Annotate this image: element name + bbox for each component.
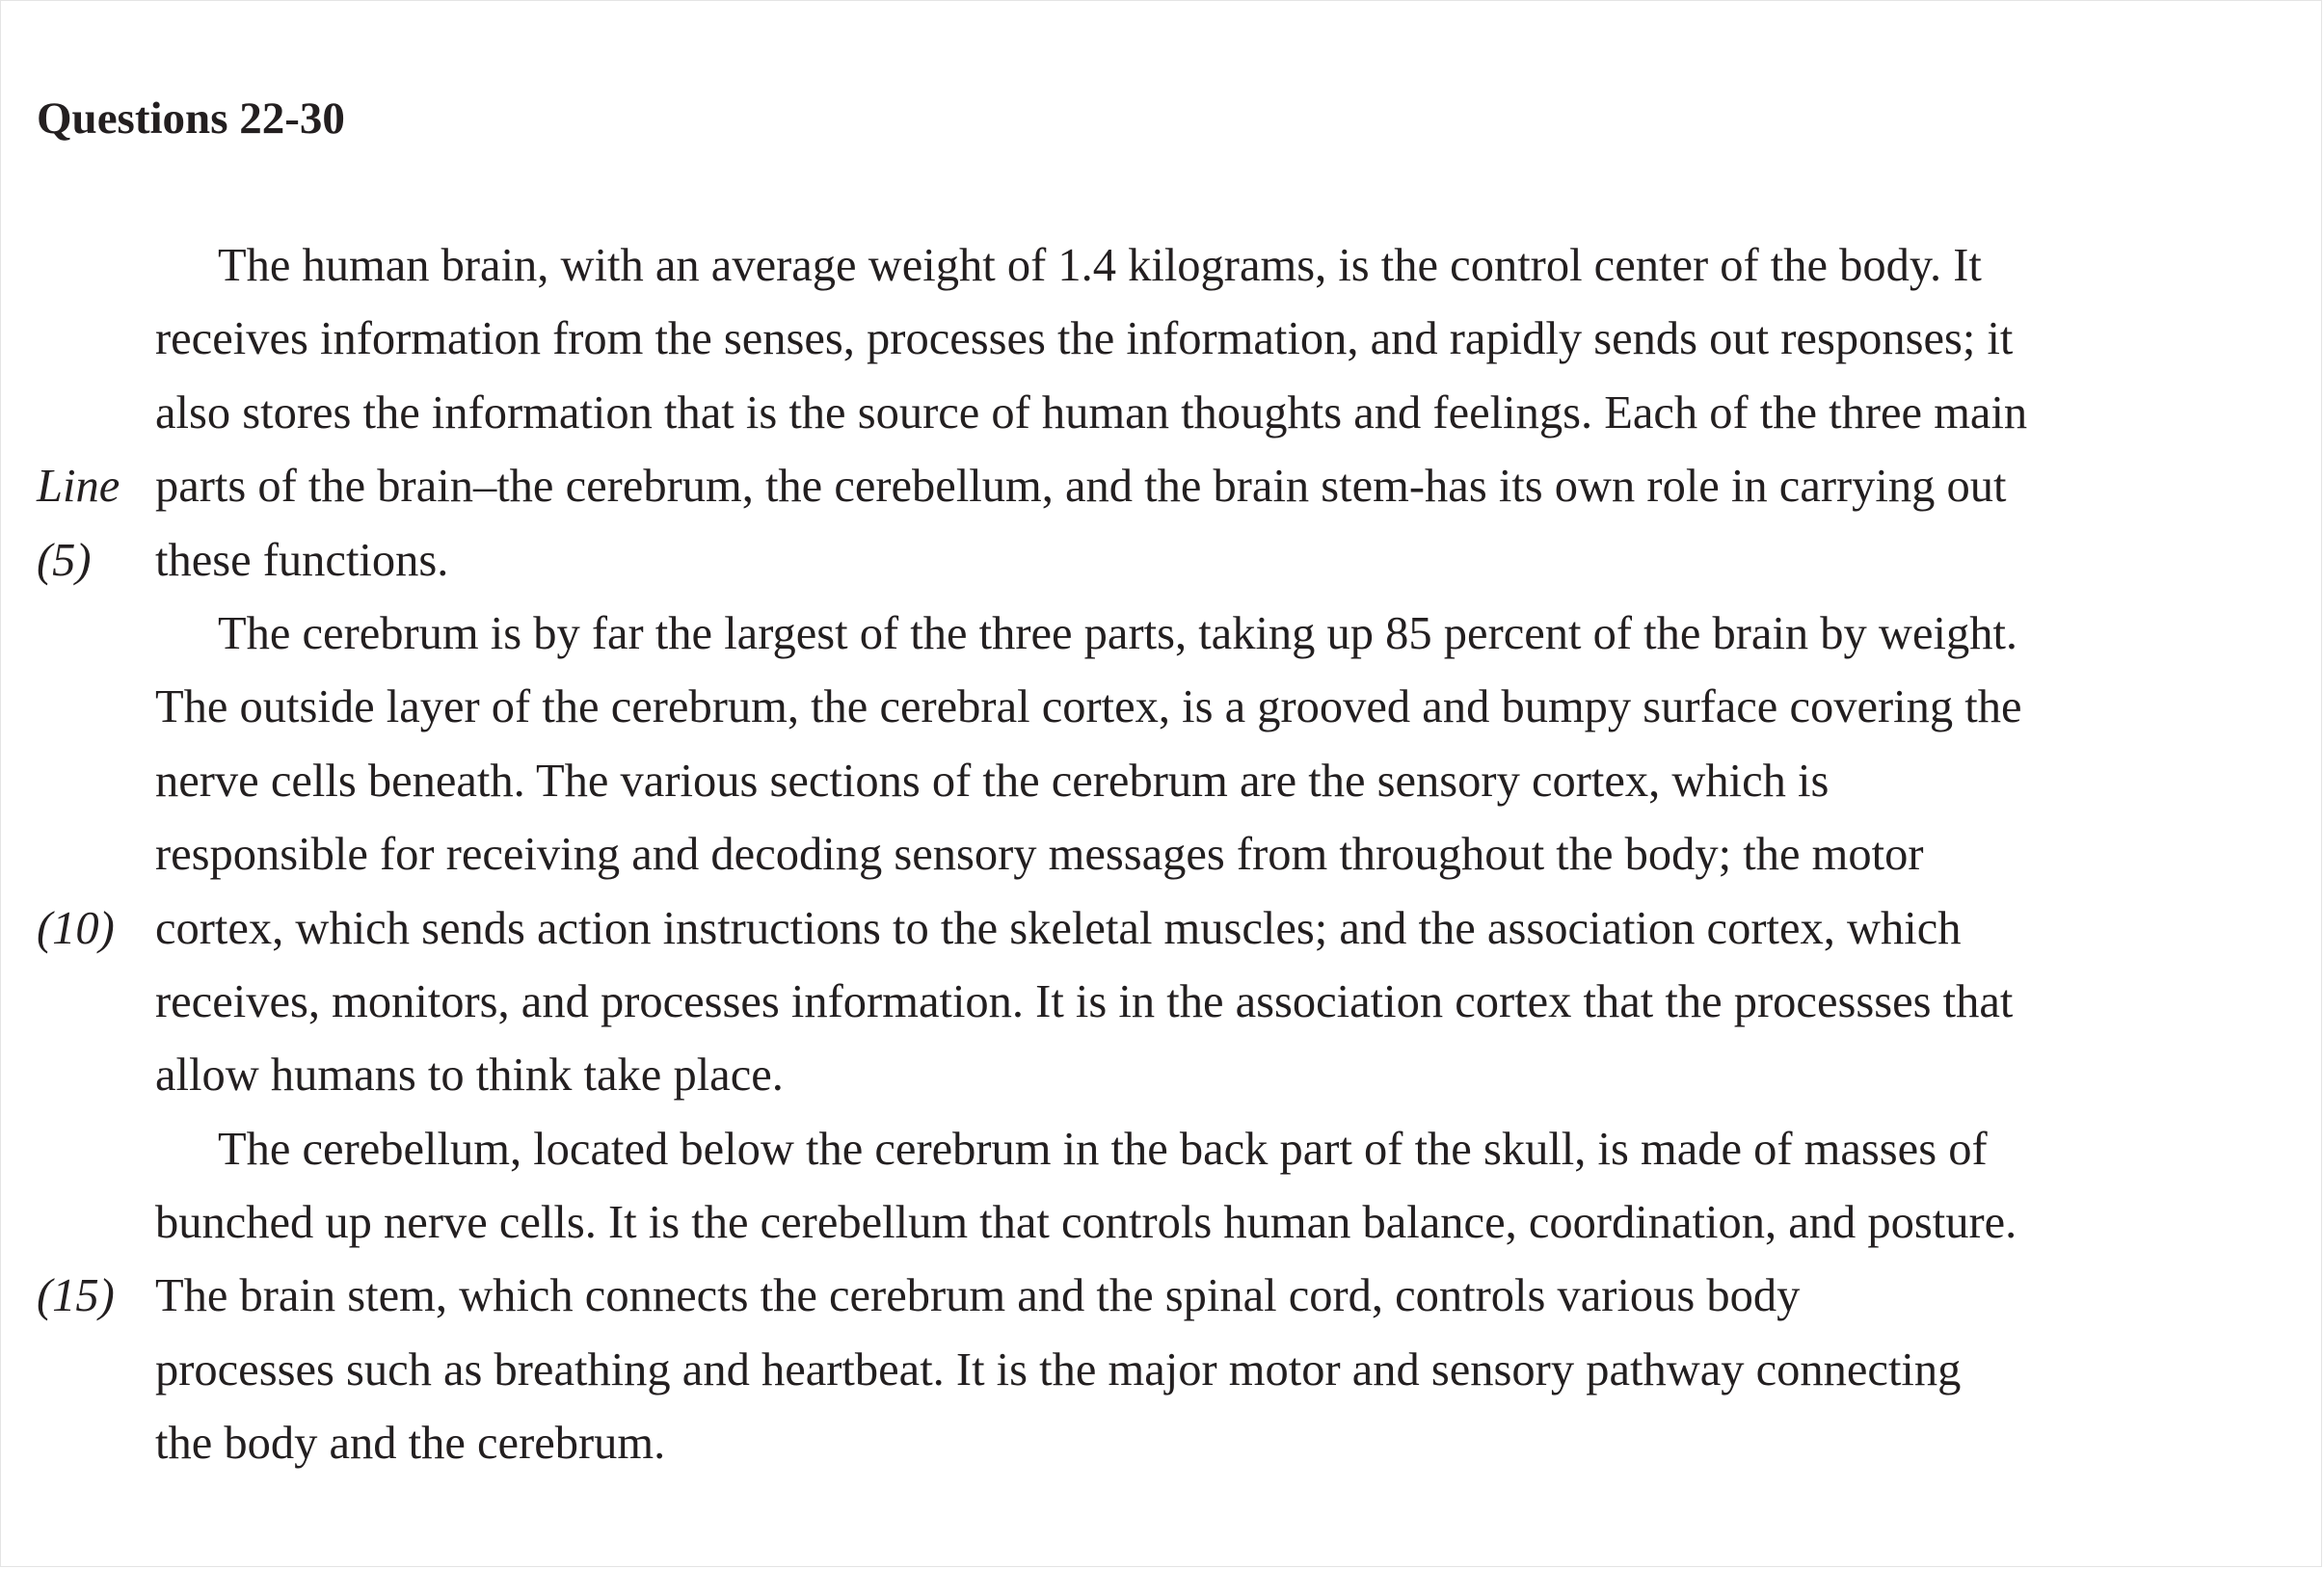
passage-line: [1, 671, 2324, 744]
passage-line-text: The cerebrum is by far the largest of the three parts, taking up 85 percent of the brain by weight.: [218, 607, 2018, 659]
passage-line-text: also stores the information that is the source of human thoughts and feelings. Each of the three main: [155, 386, 2028, 439]
passage-line: [1, 818, 2324, 891]
questions-heading: Questions 22-30: [37, 93, 345, 144]
line-number-marker: (15): [37, 1270, 115, 1322]
passage-line: [1, 303, 2324, 376]
passage-line: [1, 1039, 2324, 1112]
passage-line-text: responsible for receiving and decoding sensory messages from throughout the body; the motor: [155, 829, 1924, 881]
passage-line: [1, 745, 2324, 818]
passage-line-text: these functions.: [155, 534, 449, 586]
passage-line: [1, 1260, 2324, 1333]
passage-line-text: receives information from the senses, processes the information, and rapidly sends out responses; it: [155, 313, 2014, 365]
passage-line: [1, 1407, 2324, 1480]
passage-line: [1, 524, 2324, 598]
passage-line: [1, 966, 2324, 1039]
passage-line-text: cortex, which sends action instructions to the skeletal muscles; and the association cortex, which: [155, 902, 1962, 954]
passage-line: [1, 892, 2324, 966]
passage-line-text: The cerebellum, located below the cerebrum in the back part of the skull, is made of masses of: [218, 1123, 1988, 1175]
passage-line: [1, 377, 2324, 450]
passage-line-text: the body and the cerebrum.: [155, 1418, 666, 1470]
passage-line-text: processes such as breathing and heartbeat. It is the major motor and sensory pathway connecting: [155, 1343, 1962, 1396]
passage-line: [1, 1186, 2324, 1260]
line-number-marker: Line: [37, 461, 120, 513]
passage-line-text: The outside layer of the cerebrum, the cerebral cortex, is a grooved and bumpy surface covering the: [155, 681, 2022, 733]
passage-line: [1, 1113, 2324, 1186]
passage-line: [1, 450, 2324, 523]
passage-line-text: The brain stem, which connects the cerebrum and the spinal cord, controls various body: [155, 1270, 1801, 1322]
passage-line-text: parts of the brain–the cerebrum, the cerebellum, and the brain stem-has its own role in carrying out: [155, 461, 2007, 513]
passage-body: [1, 229, 2324, 1481]
passage-line-text: bunched up nerve cells. It is the cerebellum that controls human balance, coordination, and posture.: [155, 1197, 2017, 1249]
passage-line-text: The human brain, with an average weight of 1.4 kilograms, is the control center of the body. It: [218, 240, 1982, 291]
passage-line-text: nerve cells beneath. The various sections of the cerebrum are the sensory cortex, which is: [155, 755, 1830, 807]
passage-line-text: receives, monitors, and processes information. It is in the association cortex that the processses that: [155, 975, 2014, 1027]
passage-line-text: allow humans to think take place.: [155, 1050, 784, 1102]
line-number-marker: (10): [37, 902, 115, 954]
passage-line: [1, 1334, 2324, 1407]
line-number-marker: (5): [37, 534, 92, 586]
passage-line: [1, 598, 2324, 671]
passage-line: [1, 229, 2324, 303]
